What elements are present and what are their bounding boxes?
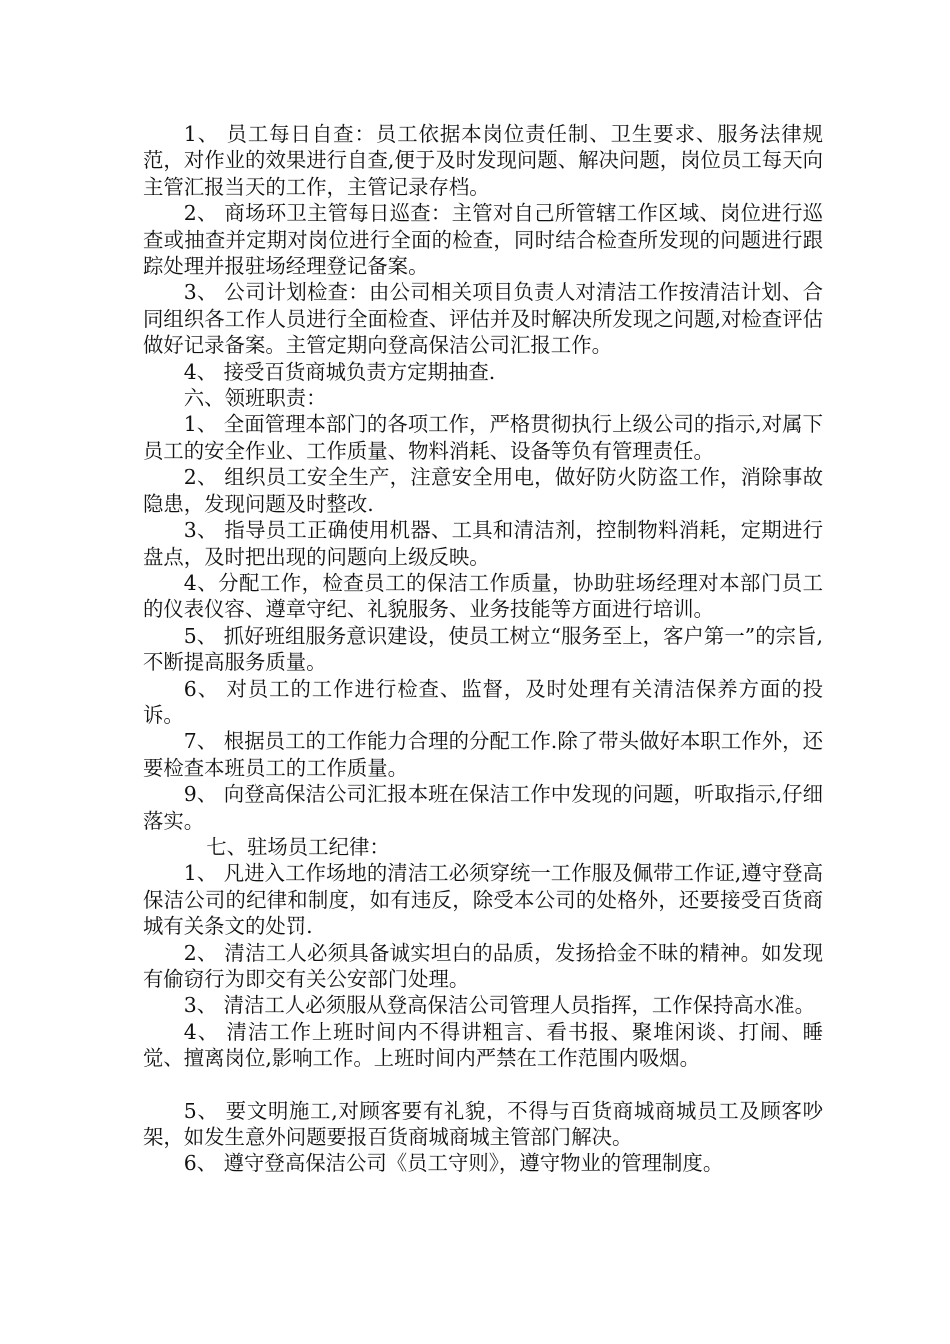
paragraph-discipline-5: 5、 要文明施工,对顾客要有礼貌，不得与百货商城商城员工及顾客吵架，如发生意外问题要报百货商城商城主管部门解决。 xyxy=(143,1098,823,1150)
paragraph-leader-duty-5: 5、 抓好班组服务意识建设，使员工树立“服务至上，客户第一”的宗旨,不断提高服务质量。 xyxy=(143,623,823,675)
paragraph-discipline-1: 1、 凡进入工作场地的清洁工必须穿统一工作服及佩带工作证,遵守登高保洁公司的纪律和制度，如有违反，除受本公司的处格外，还要接受百货商城有关条文的处罚. xyxy=(143,861,823,939)
paragraph-discipline-2: 2、 清洁工人必须具备诚实坦白的品质，发扬拾金不昧的精神。如发现有偷窃行为即交有关公安部门处理。 xyxy=(143,940,823,991)
paragraph-discipline-3: 3、 清洁工人必须服从登高保洁公司管理人员指挥，工作保持高水准。 xyxy=(183,993,815,1018)
paragraph-leader-duty-7: 7、 根据员工的工作能力合理的分配工作.除了带头做好本职工作外，还要检查本班员工的工作质量。 xyxy=(143,729,823,780)
paragraph-leader-duty-9: 9、 向登高保洁公司汇报本班在保洁工作中发现的问题，听取指示,仔细落实。 xyxy=(143,782,823,833)
paragraph-discipline-4: 4、 清洁工作上班时间内不得讲粗言、看书报、聚堆闲谈、打闹、睡觉、擅离岗位,影响工作。上班时间内严禁在工作范围内吸烟。 xyxy=(143,1019,823,1071)
paragraph-leader-duty-1: 1、 全面管理本部门的各项工作，严格贯彻执行上级公司的指示,对属下员工的安全作业、工作质量、物料消耗、设备等负有管理责任。 xyxy=(143,412,823,463)
paragraph-leader-duty-2: 2、 组织员工安全生产，注意安全用电，做好防火防盗工作，消除事故隐患，发现问题及时整改. xyxy=(143,465,823,516)
section-heading-team-leader: 六、领班职责： xyxy=(183,386,327,411)
document-body xyxy=(143,121,823,1177)
paragraph-leader-duty-4: 4、分配工作，检查员工的保洁工作质量，协助驻场经理对本部门员工的仪表仪容、遵章守纪、礼貌服务、业务技能等方面进行培训。 xyxy=(143,570,823,622)
paragraph-self-check: 1、 员工每日自查：员工依据本岗位责任制、卫生要求、服务法律规范，对作业的效果进行自查,便于及时发现问题、解决问题，岗位员工每天向主管汇报当天的工作，主管记录存档。 xyxy=(143,122,823,199)
paragraph-leader-duty-6: 6、 对员工的工作进行检查、监督，及时处理有关清洁保养方面的投诉。 xyxy=(143,676,823,727)
paragraph-supervisor-patrol: 2、 商场环卫主管每日巡查：主管对自己所管辖工作区域、岗位进行巡查或抽查并定期对岗位进行全面的检查，同时结合检查所发现的问题进行跟踪处理并报驻场经理登记备案。 xyxy=(143,201,823,279)
paragraph-company-inspection: 3、 公司计划检查：由公司相关项目负责人对清洁工作按清洁计划、合同组织各工作人员进行全面检查、评估并及时解决所发现之问题,对检查评估做好记录备案。主管定期向登高保洁公司汇报工作。 xyxy=(143,280,823,358)
paragraph-leader-duty-3: 3、 指导员工正确使用机器、工具和清洁剂，控制物料消耗，定期进行盘点，及时把出现的问题向上级反映。 xyxy=(143,518,823,569)
section-heading-staff-discipline: 七、驻场员工纪律： xyxy=(206,834,390,859)
paragraph-discipline-6: 6、 遵守登高保洁公司《员工守则》，遵守物业的管理制度。 xyxy=(183,1151,724,1176)
paragraph-mall-spot-check: 4、 接受百货商城负责方定期抽查. xyxy=(183,359,496,384)
